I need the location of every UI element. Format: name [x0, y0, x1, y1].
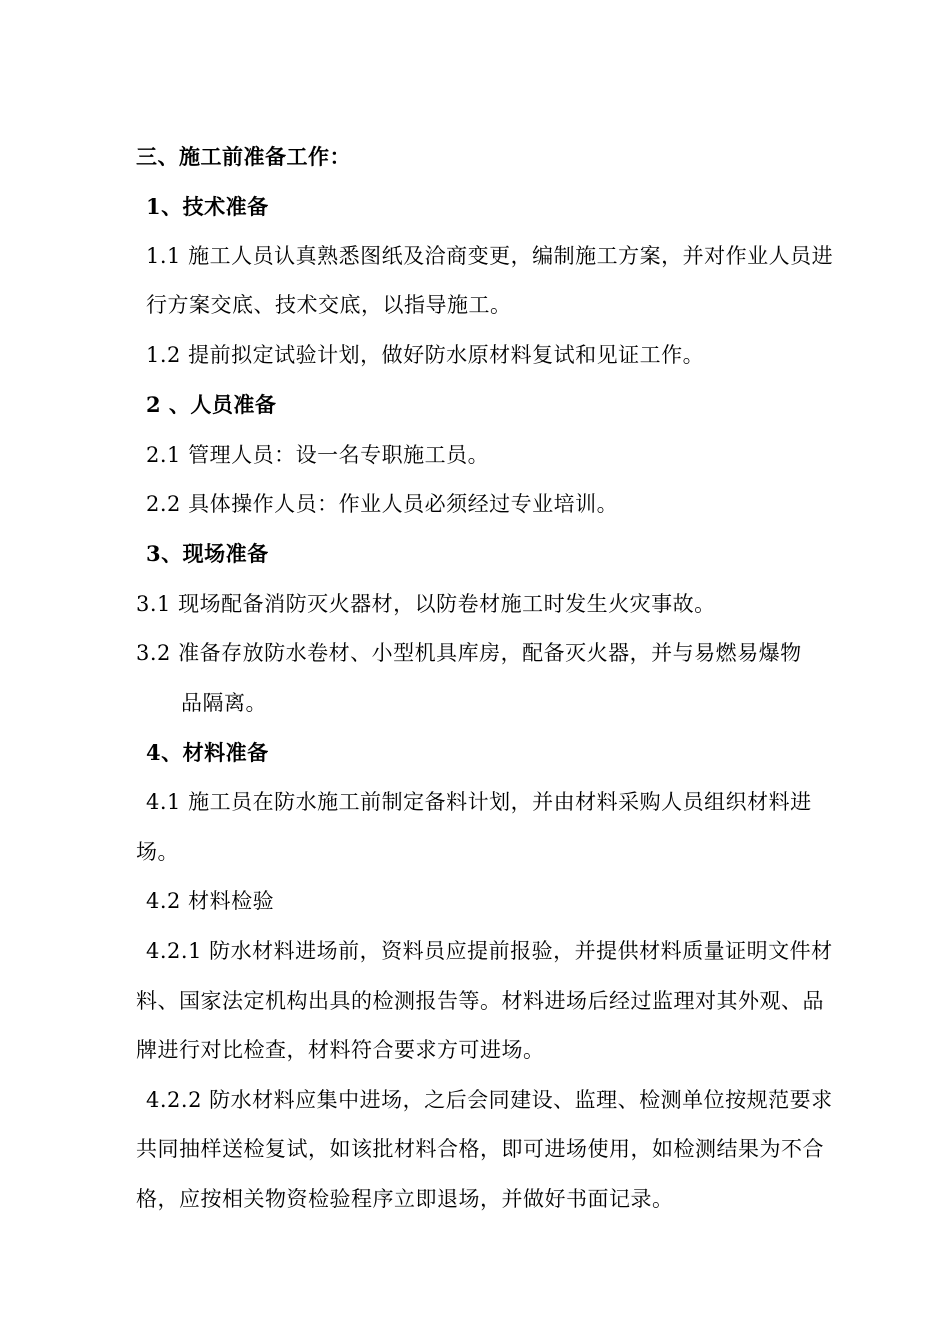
paragraph-4-1-line-1: 4.1 施工员在防水施工前制定备料计划，并由材料采购人员组织材料进 — [146, 790, 812, 814]
heading-site-prep: 3、现场准备 — [146, 541, 269, 566]
paragraph-3-1: 3.1 现场配备消防灭火器材，以防卷材施工时发生火灾事故。 — [136, 592, 716, 616]
paragraph-1-1-line-1: 1.1 施工人员认真熟悉图纸及洽商变更，编制施工方案，并对作业人员进 — [146, 244, 834, 268]
paragraph-4-2-2-line-1: 4.2.2 防水材料应集中进场，之后会同建设、监理、检测单位按规范要求 — [146, 1088, 833, 1112]
paragraph-2-2: 2.2 具体操作人员：作业人员必须经过专业培训。 — [146, 492, 619, 516]
heading-staff-prep: 2 、人员准备 — [146, 392, 277, 417]
paragraph-4-2-2-line-3: 格，应按相关物资检验程序立即退场，并做好书面记录。 — [136, 1187, 674, 1211]
paragraph-4-2-1-line-3: 牌进行对比检查，材料符合要求方可进场。 — [136, 1038, 545, 1062]
heading-tech-prep: 1、技术准备 — [146, 194, 269, 219]
paragraph-1-2: 1.2 提前拟定试验计划，做好防水原材料复试和见证工作。 — [146, 343, 705, 367]
paragraph-1-1-line-2: 行方案交底、技术交底，以指导施工。 — [146, 293, 512, 317]
paragraph-4-2-1-line-2: 料、国家法定机构出具的检测报告等。材料进场后经过监理对其外观、品 — [136, 989, 824, 1013]
paragraph-2-1: 2.1 管理人员：设一名专职施工员。 — [146, 443, 490, 467]
paragraph-3-2-line-2: 品隔离。 — [181, 691, 267, 715]
section-title: 三、施工前准备工作： — [136, 144, 351, 169]
paragraph-4-2: 4.2 材料检验 — [146, 889, 275, 913]
paragraph-4-1-line-2: 场。 — [136, 840, 179, 864]
paragraph-4-2-2-line-2: 共同抽样送检复试，如该批材料合格，即可进场使用，如检测结果为不合 — [136, 1137, 824, 1161]
paragraph-4-2-1-line-1: 4.2.1 防水材料进场前，资料员应提前报验，并提供材料质量证明文件材 — [146, 939, 833, 963]
paragraph-3-2-line-1: 3.2 准备存放防水卷材、小型机具库房，配备灭火器，并与易燃易爆物 — [136, 641, 802, 665]
heading-material-prep: 4、材料准备 — [146, 740, 269, 765]
